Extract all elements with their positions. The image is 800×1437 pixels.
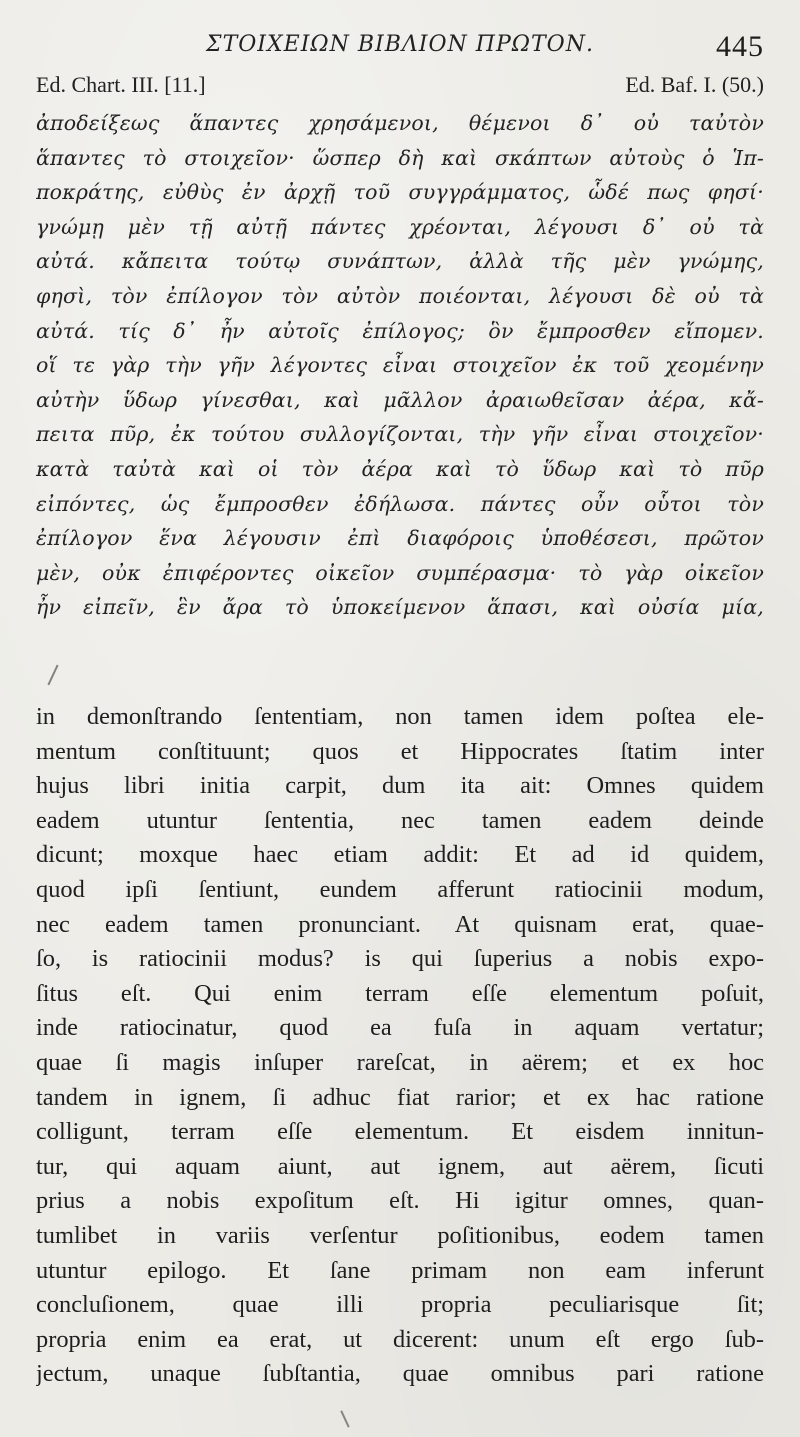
page-number: 445	[716, 30, 764, 63]
latin-text-line: tumlibet in variis verſentur poſitionibus, eodem tamen	[36, 1221, 764, 1249]
greek-text-line: οἵ τε γὰρ τὴν γῆν λέγοντες εἶναι στοιχεῖον ἐκ τοῦ χεομένην	[36, 353, 764, 378]
latin-text-line: inde ratiocinatur, quod ea fuſa in aquam vertatur;	[36, 1014, 764, 1042]
latin-text-line: quod ipſi ſentiunt, eundem afferunt ratiocinii modum,	[36, 875, 764, 903]
latin-text-line: in demonſtrando ſententiam, non tamen idem poſtea ele-	[36, 703, 764, 730]
latin-translation-block	[36, 700, 764, 1392]
stray-ink-mark	[340, 1410, 349, 1427]
running-title: ΣΤΟΙΧΕΙΩΝ ΒΙΒΛΙΟΝ ΠΡΩΤΟΝ.	[206, 32, 594, 57]
latin-text-line: prius a nobis expoſitum eſt. Hi igitur omnes, quan-	[36, 1187, 764, 1215]
latin-text-line: mentum conſtituunt; quos et Hippocrates ſtatim inter	[36, 737, 764, 765]
greek-text-line: εἰπόντες, ὡς ἔμπροσθεν ἐδήλωσα. πάντες οὖν οὗτοι τὸν	[36, 491, 764, 516]
greek-text-line: ἀποδείξεως ἅπαντες χρησάμενοι, θέμενοι δ᾽ οὐ ταὐτὸν	[36, 111, 764, 135]
greek-text-line: κατὰ ταὐτὰ καὶ οἱ τὸν ἀέρα καὶ τὸ ὕδωρ καὶ τὸ πῦρ	[36, 456, 764, 481]
latin-text-line: hujus libri initia carpit, dum ita ait: Omnes quidem	[36, 772, 764, 800]
latin-text-line: nec eadem tamen pronunciant. At quisnam erat, quae-	[36, 910, 764, 938]
edition-ref-chartier: Ed. Chart. III. [11.]	[36, 72, 206, 97]
greek-text-line: ἦν εἰπεῖν, ἓν ἄρα τὸ ὑποκείμενον ἅπασι, καὶ οὐσία μία,	[36, 595, 764, 620]
greek-text-line: φησὶ, τὸν ἐπίλογον τὸν αὐτὸν ποιέονται, λέγουσι δὲ οὐ τὰ	[36, 283, 764, 308]
greek-text-line: μὲν, οὐκ ἐπιφέροντες οἰκεῖον συμπέρασμα· τὸ γὰρ οἰκεῖον	[36, 560, 764, 585]
running-head	[0, 30, 800, 66]
greek-text-line: αὐτὴν ὕδωρ γίνεσθαι, καὶ μᾶλλον ἀραιωθεῖσαν ἀέρα, κἄ-	[36, 387, 764, 412]
latin-text-line: dicunt; moxque haec etiam addit: Et ad id quidem,	[36, 841, 764, 869]
latin-text-line: colligunt, terram eſſe elementum. Et eisdem innitun-	[36, 1118, 764, 1146]
latin-text-line: jectum, unaque ſubſtantia, quae omnibus pari ratione	[36, 1360, 764, 1388]
stray-ink-mark	[47, 665, 58, 686]
latin-text-line: ſo, is ratiocinii modus? is qui ſuperius a nobis expo-	[36, 945, 764, 973]
latin-text-line: tandem in ignem, ſi adhuc fiat rarior; et ex hac ratione	[36, 1083, 764, 1111]
greek-text-block	[36, 106, 764, 625]
greek-text-line: αὐτά. κἄπειτα τούτῳ συνάπτων, ἀλλὰ τῆς μὲν γνώμης,	[36, 249, 764, 274]
greek-text-line: ποκράτης, εὐθὺς ἐν ἀρχῇ τοῦ συγγράμματος, ὧδέ πως φησί·	[36, 180, 764, 205]
greek-text-line: ἐπίλογον ἕνα λέγουσιν ἐπὶ διαφόροις ὑποθέσεσι, πρῶτον	[36, 526, 764, 551]
edition-ref-basel: Ed. Baf. I. (50.)	[625, 72, 764, 97]
latin-text-line: propria enim ea erat, ut dicerent: unum eſt ergo ſub-	[36, 1325, 764, 1353]
latin-text-line: quae ſi magis inſuper rareſcat, in aërem; et ex hoc	[36, 1048, 764, 1076]
greek-text-line: πειτα πῦρ, ἐκ τούτου συλλογίζονται, τὴν γῆν εἶναι στοιχεῖον·	[36, 422, 764, 447]
latin-text-line: concluſionem, quae illi propria peculiarisque ſit;	[36, 1291, 764, 1319]
latin-text-line: ſitus eſt. Qui enim terram eſſe elementum poſuit,	[36, 979, 764, 1007]
greek-text-line: ἅπαντες τὸ στοιχεῖον· ὥσπερ δὴ καὶ σκάπτων αὐτοὺς ὁ Ἱπ-	[36, 145, 764, 170]
latin-text-line: eadem utuntur ſententia, nec tamen eadem deinde	[36, 806, 764, 834]
greek-text-line: γνώμῃ μὲν τῇ αὐτῇ πάντες χρέονται, λέγουσι δ᾽ οὐ τὰ	[36, 214, 764, 239]
edition-references	[36, 72, 764, 102]
latin-text-line: utuntur epilogo. Et ſane primam non eam inferunt	[36, 1256, 764, 1284]
greek-text-line: αὐτά. τίς δ᾽ ἦν αὐτοῖς ἐπίλογος; ὃν ἔμπροσθεν εἴπομεν.	[36, 318, 764, 343]
latin-text-line: tur, qui aquam aiunt, aut ignem, aut aërem, ſicuti	[36, 1152, 764, 1180]
